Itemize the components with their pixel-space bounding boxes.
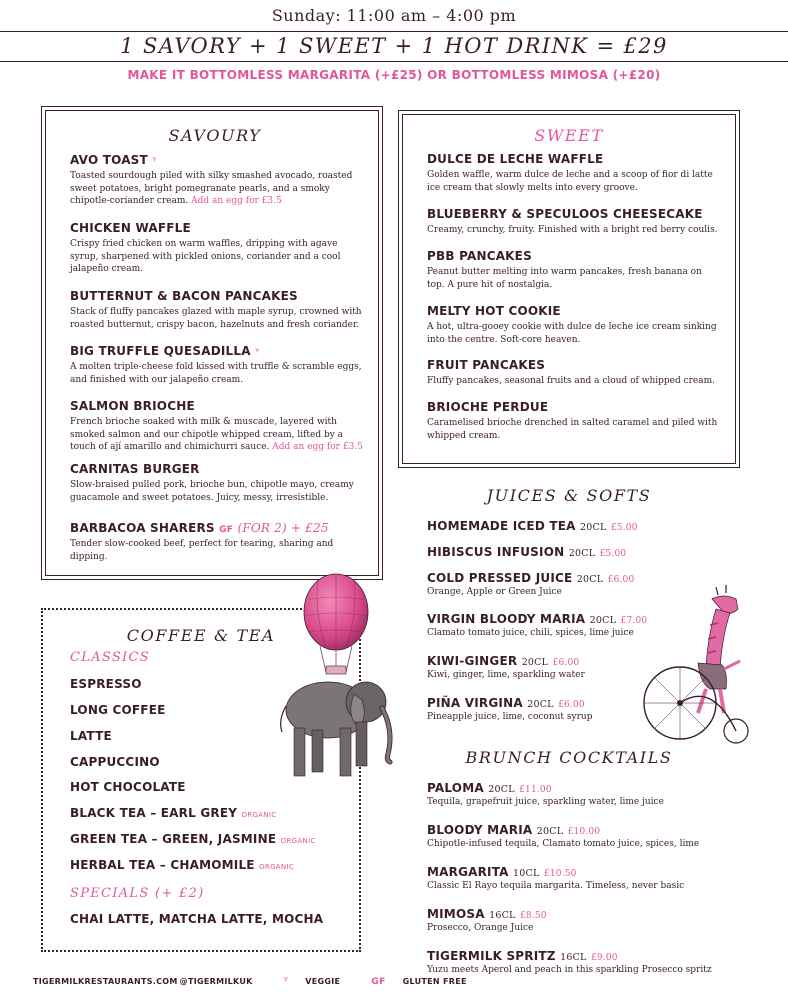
drink-item [427,949,767,977]
specials-label: SPECIALS (+ £2) [70,886,205,901]
item-name: BLOODY MARIA [427,823,533,837]
item-price: £6.00 [607,575,635,585]
classics-label: CLASSICS [70,650,150,665]
coffee-title: COFFEE & TEA [126,626,276,645]
sweet-title: SWEET [534,126,604,145]
item-desc: Toasted sourdough piled with silky smashed avocado, roasted sweet potatoes, bright pomegranate pearls, and a smoky chipotle-coriander cream. [70,171,353,206]
coffee-item: ESPRESSO [70,677,142,691]
item-name: HIBISCUS INFUSION [427,545,565,559]
elephant [281,682,390,776]
bottomless-offer: MAKE IT BOTTOMLESS MARGARITA (+£25) OR BOTTOMLESS MIMOSA (+£20) [127,68,661,82]
divider [0,61,788,62]
item-name: COLD PRESSED JUICE [427,571,573,585]
footer [33,974,495,987]
item-price: £9.00 [590,953,618,963]
item-name: KIWI-GINGER [427,654,518,668]
drink-item [427,823,747,851]
menu-item [70,399,365,454]
item-desc: French brioche soaked with milk & muscade, layered with smoked salmon and our chipotle whipped cream, lifted by a touch of ají amarillo and chimichurri sauce. [70,417,344,452]
item-desc: Yuzu meets Aperol and peach in this sparkling Prosecco spritz [427,965,712,975]
veggie-icon: ᵞ [255,345,260,358]
item-size: 20CL [576,574,604,585]
item-size: 20CL [568,548,596,559]
menu-item [70,344,365,386]
item-desc: Tender slow-cooked beef, perfect for tearing, sharing and dipping. [70,539,334,562]
item-price: £5.00 [610,523,638,533]
item-size: 20CL [527,699,554,710]
item-size: 20CL [488,784,515,795]
coffee-item: LATTE [70,729,112,743]
item-name: DULCE DE LECHE WAFFLE [427,152,604,166]
item-size: 16CL [489,910,516,921]
website-link[interactable]: TIGERMILKRESTAURANTS.COM [33,977,178,986]
veggie-icon: ᵞ [283,974,289,987]
item-name: BLUEBERRY & SPECULOOS CHEESECAKE [427,207,703,221]
coffee-item: CAPPUCCINO [70,755,160,769]
balloon-elephant-illustration [270,570,410,790]
menu-item [70,521,365,563]
item-extra: (FOR 2) + £25 [237,521,329,535]
item-price: £6.00 [552,658,580,668]
item-name: BIG TRUFFLE QUESADILLA [70,344,251,358]
menu-item [427,304,722,346]
item-name: PALOMA [427,781,484,795]
item-name: HOMEMADE ICED TEA [427,519,576,533]
item-size: 16CL [560,952,587,963]
menu-item [70,462,365,504]
gluten-free-legend: GLUTEN FREE [402,977,467,986]
item-price: £6.00 [558,700,585,710]
item-size: 20CL [521,657,549,668]
item-desc: Golden waffle, warm dulce de leche and a scoop of fior di latte ice cream that slowly melts into every groove. [427,170,713,193]
item-desc: Kiwi, ginger, lime, sparkling water [427,670,585,680]
menu-item [70,289,365,331]
juices-title: JUICES & SOFTS [486,486,652,505]
menu-item [70,153,365,208]
item-name: PIÑA VIRGINA [427,696,523,710]
item-desc: Tequila, grapefruit juice, sparkling water, lime juice [427,797,664,807]
drink-item [427,519,727,533]
item-price: £11.00 [519,785,552,795]
gluten-free-icon: GF [371,977,386,987]
item-name: BUTTERNUT & BACON PANCAKES [70,289,298,303]
balloon [304,574,368,674]
coffee-item: HERBAL TEA – CHAMOMILE ORGANIC [70,858,294,872]
savoury-title: SAVOURY [168,126,262,145]
drink-item [427,781,747,809]
coffee-item: BLACK TEA – EARL GREY ORGANIC [70,806,277,820]
gluten-free-badge: GF [219,525,234,535]
item-desc: A hot, ultra-gooey cookie with dulce de leche ice cream sinking into the centre. Soft-core heaven. [427,322,717,345]
social-handle[interactable]: @TIGERMILKUK [179,977,253,986]
giraffe-bicycle-illustration [640,585,752,755]
item-desc: Slow-braised pulled pork, brioche bun, chipotle mayo, creamy guacamole and sweet potatoes. Juicy, messy, irresistible. [70,480,354,503]
item-name: CHICKEN WAFFLE [70,221,191,235]
item-desc: Crispy fried chicken on warm waffles, dripping with agave syrup, sharpened with pickled onions, coriander and a cool jalapeño cream. [70,239,341,274]
item-desc: Orange, Apple or Green Juice [427,587,562,597]
item-desc: Classic El Rayo tequila margarita. Timeless, never basic [427,881,685,891]
item-size: 20CL [589,615,617,626]
set-menu-offer: 1 SAVORY + 1 SWEET + 1 HOT DRINK = £29 [120,34,668,58]
item-desc: Prosecco, Orange Juice [427,923,534,933]
item-name: AVO TOAST [70,153,148,167]
item-price: £10.00 [567,827,601,837]
item-desc: Clamato tomato juice, chili, spices, lime juice [427,628,634,638]
coffee-item: HOT CHOCOLATE [70,780,186,794]
cocktails-title: BRUNCH COCKTAILS [465,748,673,767]
item-name: TIGERMILK SPRITZ [427,949,556,963]
drink-item [427,907,747,935]
item-name: CARNITAS BURGER [70,462,200,476]
organic-tag: ORGANIC [280,837,316,845]
item-price: £5.00 [599,549,627,559]
organic-tag: ORGANIC [259,863,294,871]
item-name: MIMOSA [427,907,485,921]
item-desc: Chipotle-infused tequila, Clamato tomato juice, spices, lime [427,839,700,849]
item-name: SALMON BRIOCHE [70,399,195,413]
item-name: MARGARITA [427,865,509,879]
menu-item [427,249,722,291]
item-desc: Peanut butter melting into warm pancakes, fresh banana on top. A pure hit of nostalgia. [427,267,702,290]
menu-item [427,152,722,194]
item-addon: Add an egg for £3.5 [191,196,282,206]
item-name: BRIOCHE PERDUE [427,400,549,414]
item-price: £7.00 [620,616,648,626]
veggie-icon: ᵞ [152,154,157,167]
item-addon: Add an egg for £3.5 [272,442,363,452]
item-name: VIRGIN BLOODY MARIA [427,612,586,626]
coffee-item: LONG COFFEE [70,703,166,717]
organic-tag: ORGANIC [241,811,277,819]
item-name: PBB PANCAKES [427,249,532,263]
service-hours: Sunday: 11:00 am – 4:00 pm [271,6,517,25]
item-desc: Fluffy pancakes, seasonal fruits and a cloud of whipped cream. [427,376,716,386]
item-desc: Stack of fluffy pancakes glazed with maple syrup, crowned with roasted butternut, crispy bacon, hazelnuts and fresh coriander. [70,307,362,330]
item-desc: Pineapple juice, lime, coconut syrup [427,712,593,722]
item-desc: A molten triple-cheese fold kissed with truffle & scramble eggs, and finished with our jalapeño cream. [70,362,362,385]
item-name: BARBACOA SHARERS [70,521,215,535]
item-name: FRUIT PANCAKES [427,358,546,372]
menu-item [427,358,727,388]
drink-item [427,545,727,559]
veggie-legend: VEGGIE [305,977,341,986]
item-size: 10CL [513,868,540,879]
item-name: MELTY HOT COOKIE [427,304,561,318]
specials-items: CHAI LATTE, MATCHA LATTE, MOCHA [70,912,324,926]
giraffe [698,585,740,713]
divider [0,31,788,32]
item-desc: Creamy, crunchy, fruity. Finished with a bright red berry coulis. [427,225,718,235]
item-price: £10.50 [543,869,577,879]
drink-item [427,865,747,893]
item-price: £8.50 [519,911,547,921]
menu-item [427,207,727,237]
menu-item [70,221,365,276]
item-size: 20CL [580,522,607,533]
coffee-item: GREEN TEA – GREEN, JASMINE ORGANIC [70,832,316,846]
menu-item [427,400,722,442]
item-desc: Caramelised brioche drenched in salted caramel and piled with whipped cream. [427,418,718,441]
penny-farthing [644,667,748,743]
item-size: 20CL [536,826,564,837]
